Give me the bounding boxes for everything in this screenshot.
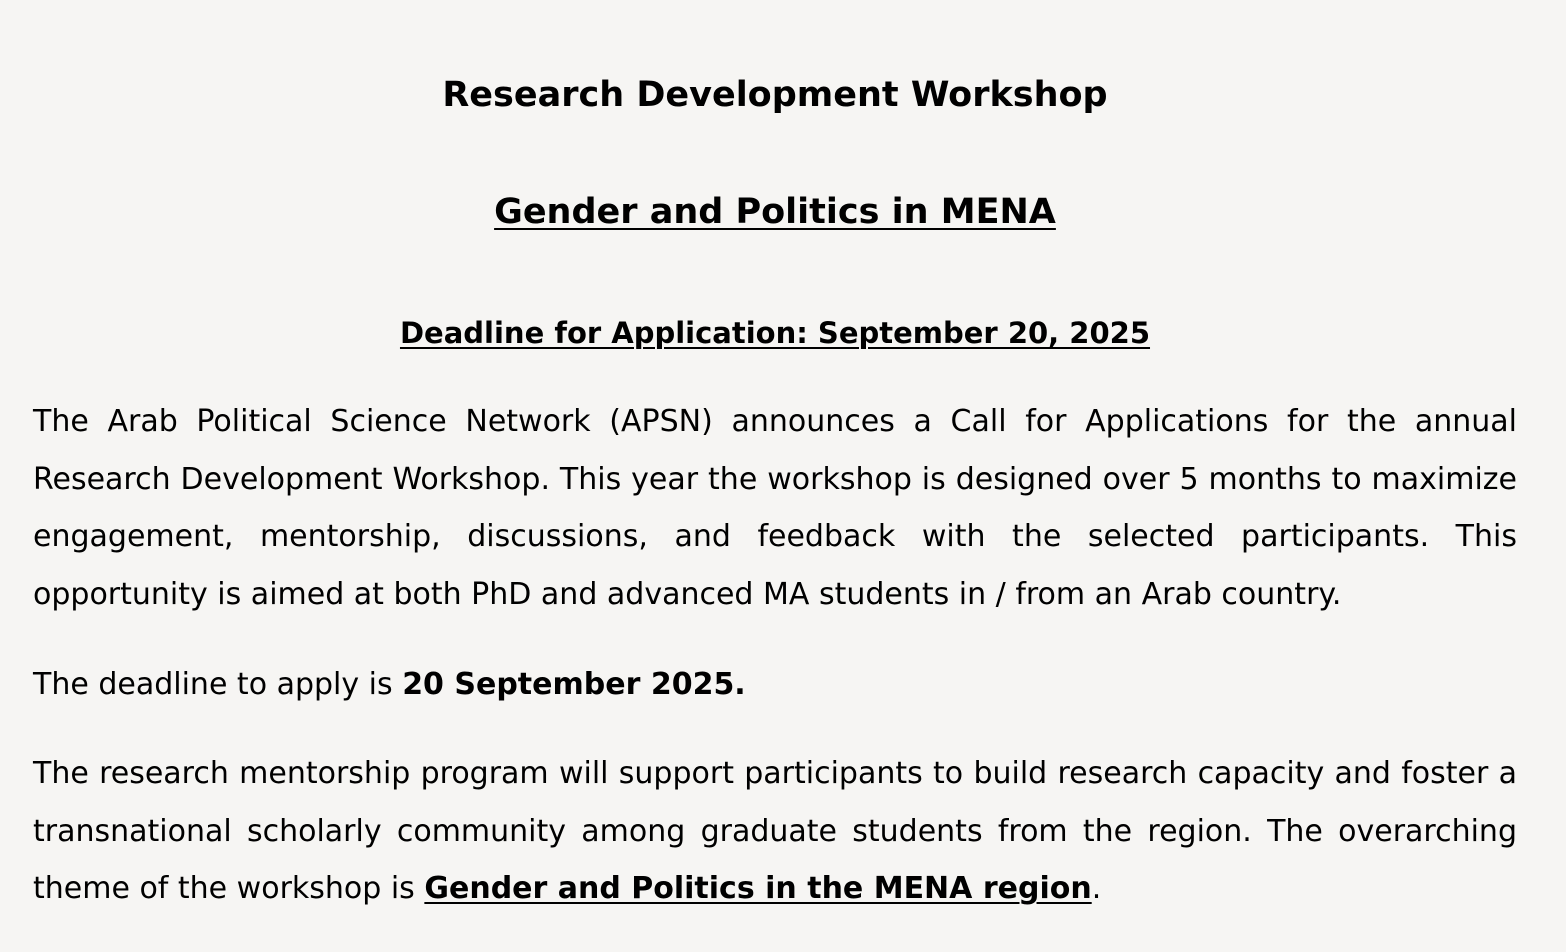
program-end: . — [1091, 871, 1102, 906]
page-title: Research Development Workshop — [442, 75, 1108, 115]
program-paragraph — [33, 745, 1517, 918]
program-text: The research mentorship program will support participants to build research capacity and foster a transnational scholarly community among graduate students from the region. The overarching theme of the workshop is — [33, 756, 1517, 906]
deadline-prefix-text: The deadline to apply is — [33, 667, 403, 702]
deadline-heading: Deadline for Application: September 20, 2025 — [399, 316, 1151, 350]
deadline-paragraph — [33, 656, 1517, 714]
deadline-date: 20 September 2025. — [402, 667, 746, 702]
theme-link[interactable]: Gender and Politics in the MENA region — [424, 871, 1092, 906]
page-subtitle: Gender and Politics in MENA — [494, 192, 1056, 232]
intro-paragraph: The Arab Political Science Network (APSN) announces a Call for Applications for the annual Research Development Workshop. This year the workshop is designed over 5 months to maximize engagement, mentorship, discussions, and feedback with the selected participants. This opportunity is aimed at both PhD and advanced MA students in / from an Arab country. — [33, 404, 1517, 612]
